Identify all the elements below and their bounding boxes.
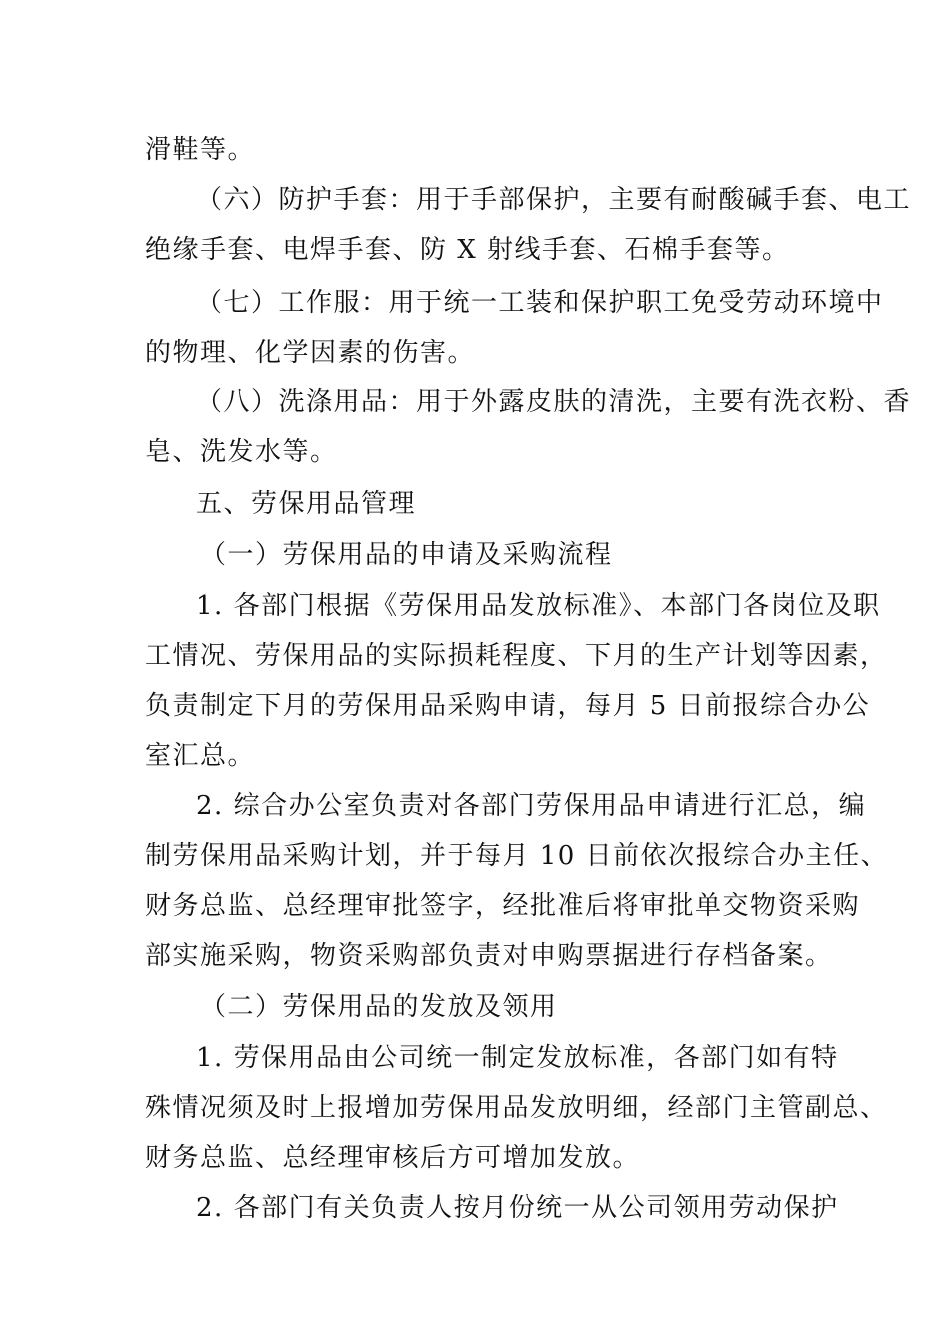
text-line: 财务总监、总经理审核后方可增加发放。 — [145, 1143, 641, 1173]
section-heading: 五、劳保用品管理 — [196, 489, 417, 519]
text-line: 制劳保用品采购计划，并于每月 10 日前依次报综合办主任、 — [145, 841, 889, 871]
text-line: 工情况、劳保用品的实际损耗程度、下月的生产计划等因素， — [145, 641, 888, 671]
text-line: 1. 各部门根据《劳保用品发放标准》、本部门各岗位及职 — [196, 591, 881, 621]
text-line: 的物理、化学因素的伤害。 — [145, 338, 476, 368]
text-line: （八）洗涤用品：用于外露皮肤的清洗，主要有洗衣粉、香 — [196, 387, 912, 417]
text-line: 部实施采购，物资采购部负责对申购票据进行存档备案。 — [145, 941, 833, 971]
text-line: 财务总监、总经理审批签字，经批准后将审批单交物资采购 — [145, 891, 861, 921]
text-line: 1. 劳保用品由公司统一制定发放标准，各部门如有特 — [196, 1043, 839, 1073]
subsection-heading: （二）劳保用品的发放及领用 — [200, 992, 558, 1022]
text-line: 滑鞋等。 — [145, 135, 256, 165]
text-line: 负责制定下月的劳保用品采购申请，每月 5 日前报综合办公 — [145, 691, 871, 721]
text-line: 皂、洗发水等。 — [145, 437, 338, 467]
text-line: 室汇总。 — [145, 741, 256, 771]
text-line: （六）防护手套：用于手部保护，主要有耐酸碱手套、电工 — [196, 185, 912, 215]
text-line: （七）工作服：用于统一工装和保护职工免受劳动环境中 — [196, 288, 884, 318]
text-line: 绝缘手套、电焊手套、防 X 射线手套、石棉手套等。 — [145, 235, 790, 265]
text-line: 殊情况须及时上报增加劳保用品发放明细，经部门主管副总、 — [145, 1093, 888, 1123]
text-line: 2. 综合办公室负责对各部门劳保用品申请进行汇总，编 — [196, 791, 867, 821]
subsection-heading: （一）劳保用品的申请及采购流程 — [200, 540, 613, 570]
text-line: 2. 各部门有关负责人按月份统一从公司领用劳动保护 — [196, 1193, 839, 1223]
